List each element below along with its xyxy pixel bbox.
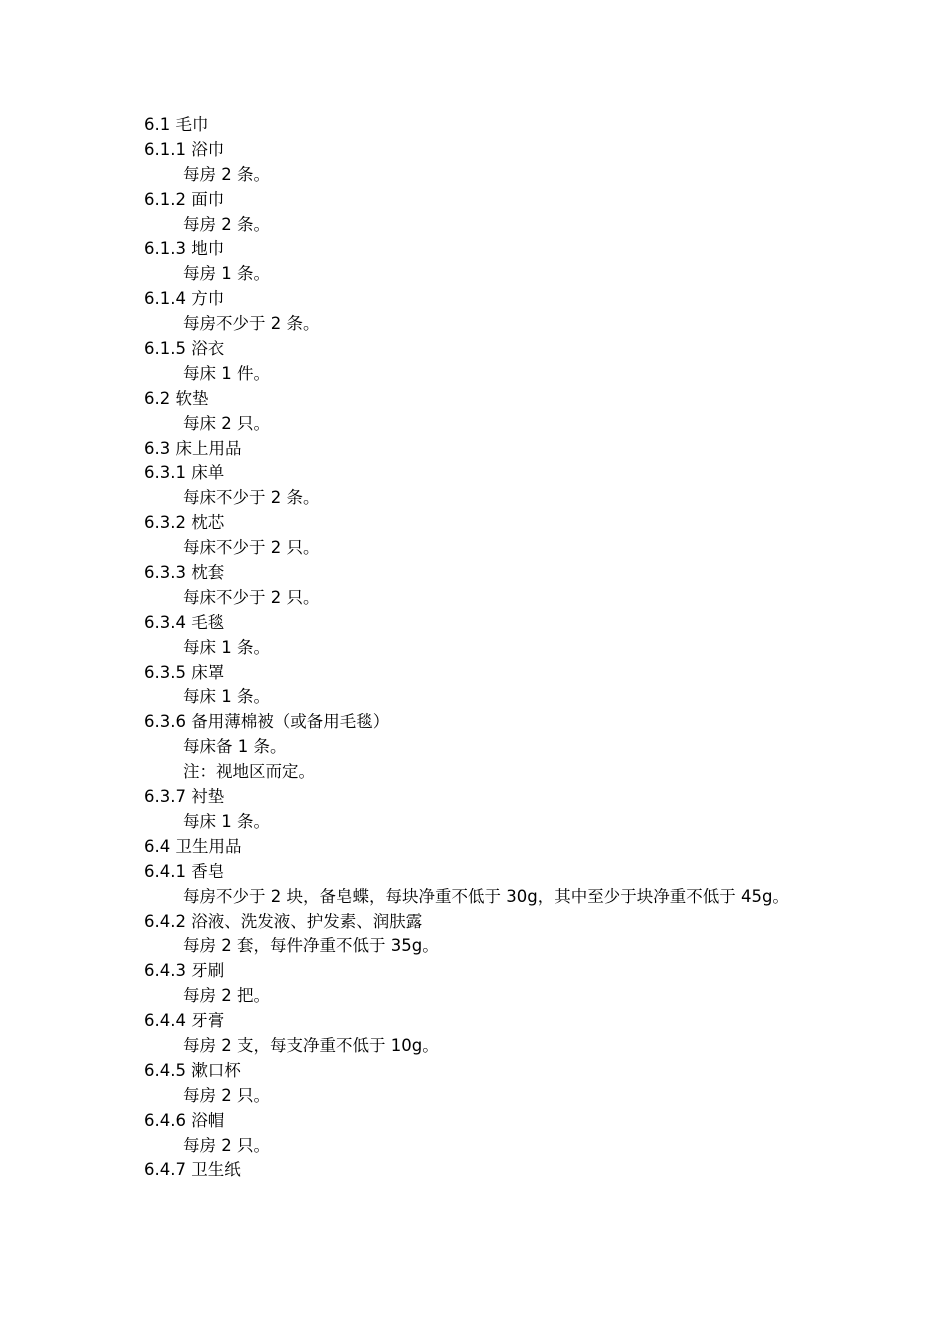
body-text: 每床不少于 2 条。: [183, 488, 320, 508]
section-heading: 6.3.6 备用薄棉被（或备用毛毯）: [144, 712, 390, 732]
section-heading: 6.4 卫生用品: [144, 836, 242, 856]
section-heading: 6.4.3 牙刷: [144, 961, 225, 981]
section-heading: 6.3 床上用品: [144, 438, 242, 458]
body-text: 每房 2 条。: [183, 214, 270, 234]
section-heading: 6.4.7 卫生纸: [144, 1160, 241, 1180]
section-heading: 6.4.2 浴液、洗发液、护发素、润肤露: [144, 911, 423, 931]
section-heading: 6.3.5 床罩: [144, 662, 225, 682]
section-heading: 6.4.4 牙膏: [144, 1011, 225, 1031]
body-text: 每床 1 条。: [183, 637, 270, 657]
body-text: 每房 2 支，每支净重不低于 10g。: [183, 1035, 439, 1055]
section-heading: 6.1.4 方巾: [144, 289, 225, 309]
section-heading: 6.2 软垫: [144, 388, 209, 408]
section-heading: 6.3.3 枕套: [144, 563, 225, 583]
section-heading: 6.3.2 枕芯: [144, 513, 225, 533]
body-text: 每床备 1 条。: [183, 737, 287, 757]
body-text: 每房 2 只。: [183, 1085, 270, 1105]
section-heading: 6.4.1 香皂: [144, 861, 225, 881]
section-heading: 6.1 毛巾: [144, 115, 209, 134]
body-text: 每房 2 只。: [183, 1135, 270, 1155]
body-text: 每房不少于 2 块，备皂蝶，每块净重不低于 30g，其中至少于块净重不低于 45g。: [183, 886, 789, 906]
body-text: 每房 2 套，每件净重不低于 35g。: [183, 936, 439, 956]
body-text: 每床 1 条。: [183, 687, 270, 707]
section-heading: 6.4.5 漱口杯: [144, 1060, 241, 1080]
body-text: 每床不少于 2 只。: [183, 587, 320, 607]
body-text: 每房 2 把。: [183, 986, 270, 1006]
section-heading: 6.1.1 浴巾: [144, 139, 225, 159]
body-text: 每房 1 条。: [183, 264, 270, 284]
document-body: [144, 113, 824, 1183]
section-heading: 6.1.3 地巾: [144, 239, 225, 259]
body-text: 每床 1 件。: [183, 363, 270, 383]
body-text: 每床不少于 2 只。: [183, 538, 320, 558]
section-heading: 6.3.7 衬垫: [144, 787, 225, 807]
body-text: 每房 2 条。: [183, 164, 270, 184]
section-heading: 6.1.2 面巾: [144, 189, 225, 209]
body-text: 每床 2 只。: [183, 413, 270, 433]
body-text: 每床 1 条。: [183, 811, 270, 831]
section-heading: 6.3.4 毛毯: [144, 612, 225, 632]
section-heading: 6.1.5 浴衣: [144, 339, 225, 359]
section-heading: 6.4.6 浴帽: [144, 1110, 225, 1130]
section-heading: 6.3.1 床单: [144, 463, 225, 483]
body-text: 每房不少于 2 条。: [183, 314, 320, 334]
body-text: 注：视地区而定。: [183, 762, 315, 782]
